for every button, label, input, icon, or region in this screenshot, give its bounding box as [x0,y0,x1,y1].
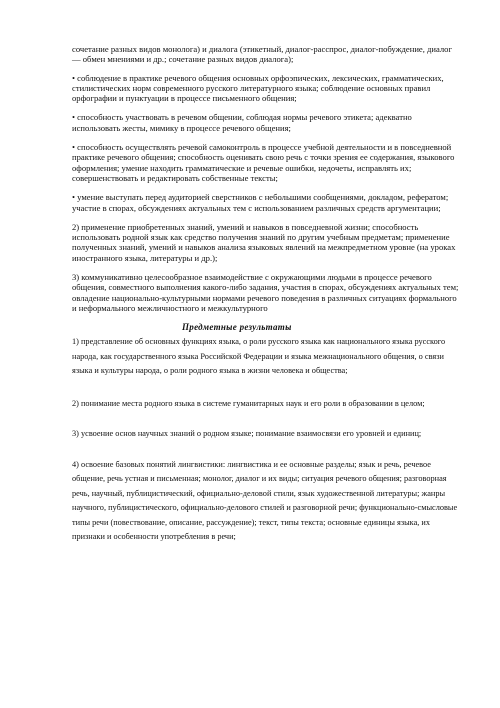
numbered-paragraph-2: 2) применение приобретенных знаний, умений и навыков в повседневной жизни; способность использовать родной язык как средство получения знаний по другим учебным предметам; применение полученных знаний, умений и навыков анализа языковых явлений на межпредметном уровне (на уроках иностранного языка, литературы и др.); [72,221,456,263]
bullet-paragraph-4: • умение выступать перед аудиторией сверстников с небольшими сообщениями, докладом, рефератом; участие в спорах, обсуждениях актуальных тем с использованием различных средств аргументации; [72,192,449,213]
result-paragraph-2: 2) понимание места родного языка в системе гуманитарных наук и его роли в образовании в целом; [72,398,425,408]
result-paragraph-3: 3) усвоение основ научных знаний о родном языке; понимание взаимосвязи его уровней и единиц; [72,429,422,439]
bullet-paragraph-1: • соблюдение в практике речевого общения основных орфоэпических, лексических, грамматических, стилистических норм современного русского литературного языка; соблюдение основных правил орфографии и пунктуации в процессе письменного общения; [72,72,444,104]
result-paragraph-4: 4) освоение базовых понятий лингвистики: лингвистика и ее основные разделы; язык и речь, речевое общение, речь устная и письменная; монолог, диалог и их виды; ситуация речевого общения; разговорная речь, научный, публицистический, официально-деловой стили, язык художественной литературы; жанры научного, публицистического, официально-делового стилей и разговорной речи; функционально-смысловые типы речи (повествование, описание, рассуждение); текст, типы текста; основные единицы языка, их признаки и особенности употребления в речи; [72,459,458,542]
section-heading: Предметные результаты [182,322,292,333]
bullet-paragraph-3: • способность осуществлять речевой самоконтроль в процессе учебной деятельности и в повседневной практике речевого общения; способность оценивать свою речь с точки зрения ее содержания, языкового оформления; умение находить грамматические и речевые ошибки, недочеты, исправлять их; совершенствовать и редактировать собственные тексты; [72,142,455,183]
intro-paragraph: сочетание разных видов монолога) и диалога (этикетный, диалог-расспрос, диалог-побуждение, диалог — обмен мнениями и др.; сочетание разных видов диалога); [72,44,453,65]
bullet-paragraph-2: • способность участвовать в речевом общении, соблюдая нормы речевого этикета; адекватно использовать жесты, мимику в процессе речевого общения; [72,112,412,133]
numbered-paragraph-3: 3) коммуникативно целесообразное взаимодействие с окружающими людьми в процессе речевого общения, совместного выполнения какого-либо задания, участия в спорах, обсуждениях актуальных тем; овладение национально-культурными нормами речевого поведения в различных ситуациях формального и неформального межличностного и межкультурного [72,272,459,313]
result-paragraph-1: 1) представление об основных функциях языка, о роли русского языка как национального языка русского народа, как государственного языка Российской Федерации и языка межнационального общения, о связи языка и культуры народа, о роли родного языка в жизни человека и общества; [72,337,446,376]
